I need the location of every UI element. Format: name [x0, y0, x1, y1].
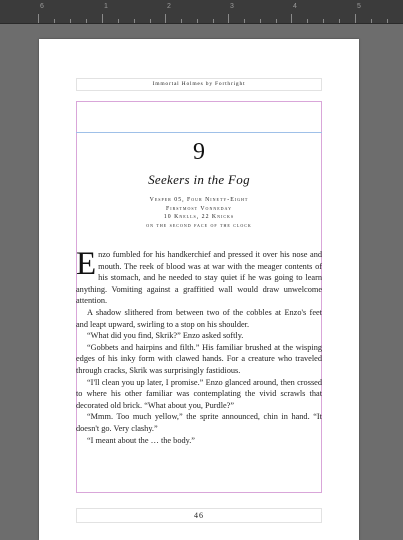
footer-frame[interactable] [76, 508, 322, 523]
ruler-tick [355, 14, 356, 23]
paragraph: “I'll clean you up later, I promise.” Enzo glanced around, then crossed to where his other familiar was contemplating the vivid scrawls that decorated old brick. “What about you, Purdle?” [76, 377, 322, 410]
ruler-label: 5 [357, 3, 361, 10]
ruler-tick [371, 19, 372, 23]
paragraph: A shadow slithered from between two of the cobbles at Enzo's feet and leapt upward, swirling to a stop on his shoulder. [76, 307, 322, 329]
chapter-title: Seekers in the Fog [148, 172, 250, 187]
document-page[interactable] [39, 39, 359, 540]
ruler-tick [228, 14, 229, 23]
ruler-tick [307, 19, 308, 23]
paragraph: “Mmm. Too much yellow,” the sprite announced, chin in hand. “It doesn't go. Very clashy.” [76, 412, 322, 433]
ruler-tick [86, 19, 87, 23]
ruler-tick [323, 19, 324, 23]
paragraph [76, 246, 322, 307]
ruler-tick [134, 19, 135, 23]
paragraph-text: nzo fumbled for his handkerchief and pressed it over his nose and mouth. The reek of blood was at war with the meager contents of his stomach, and he needed to stay quiet if he was going to learn anything. Vomiting against a graffitied wall would draw unwelcome attention. [76, 250, 322, 306]
ruler-tick [276, 19, 277, 23]
ruler-tick [197, 19, 198, 23]
ruler-tick [291, 14, 292, 23]
paragraph: “I meant about the … the body.” [87, 435, 195, 445]
ruler-label: 1 [104, 3, 108, 10]
ruler-tick [213, 19, 214, 23]
running-head: Immortal Holmes by Forthright [152, 81, 246, 87]
page-number: 46 [194, 511, 204, 520]
header-frame[interactable] [76, 78, 322, 91]
ruler-tick [150, 19, 151, 23]
chapter-number: 9 [193, 139, 205, 165]
ruler-tick [70, 19, 71, 23]
chapter-dateline [76, 196, 322, 231]
dateline-line: on the second face of the clock [146, 223, 252, 230]
ruler-tick [54, 19, 55, 23]
dateline-line: Vesper 05, Four Ninety-Eight [149, 197, 249, 203]
ruler-tick [260, 19, 261, 23]
ruler-tick [181, 19, 182, 23]
horizontal-ruler[interactable] [0, 0, 403, 24]
ruler-tick [38, 14, 39, 23]
body-text[interactable] [76, 246, 322, 446]
ruler-label: 4 [293, 3, 297, 10]
dateline-line: 10 Knells, 22 Knicks [163, 214, 235, 221]
paragraph: “Gobbets and hairpins and filth.” His familiar brushed at the wisping edges of his inky form with clawed hands. For a creature who traveled through cracks, Skrik was surprisingly fastidious. [76, 342, 322, 375]
ruler-tick [387, 19, 388, 23]
ruler-tick [118, 19, 119, 23]
ruler-tick [339, 19, 340, 23]
ruler-tick [102, 14, 103, 23]
margin-guide [76, 132, 322, 133]
ruler-tick [244, 19, 245, 23]
drop-cap: E [76, 246, 97, 282]
ruler-label: 2 [167, 3, 171, 10]
paragraph: “What did you find, Skrik?” Enzo asked softly. [87, 331, 244, 341]
ruler-tick [165, 14, 166, 23]
ruler-label: 6 [40, 3, 44, 10]
dateline-line: Firstmost Vonneday [166, 205, 232, 212]
ruler-label: 3 [230, 3, 234, 10]
